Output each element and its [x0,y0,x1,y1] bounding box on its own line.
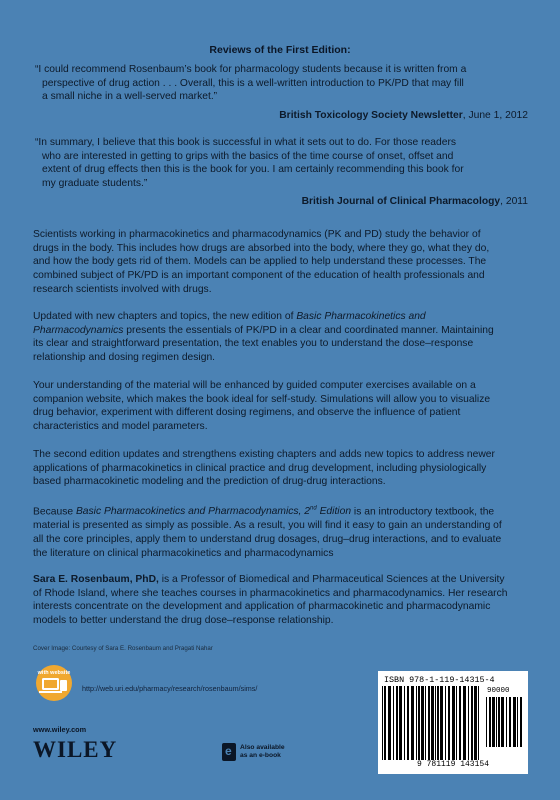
p1-line: combined subject of PK/PD is an important component of the education of health professionals and [33,270,485,282]
p3-line: companion website, which makes the book ideal for self-study. Simulations will allow you to visualize [33,393,491,405]
addon-barcode-icon [486,697,524,747]
p5-text: Because [33,506,76,518]
p5-line: material is presented as simply as possible. As a result, you will find it easy to gain an understanding of [33,520,502,532]
review-2-source: British Journal of Clinical Pharmacology [301,196,501,208]
barcode-digits: 9 781119 143154 [416,760,489,769]
p5-text: is an introductory textbook, the [351,506,495,518]
p1-line: drugs in the body. This includes how drugs are absorbed into the body, where they go, what they do, [33,242,490,254]
review-quote-2 [33,136,528,209]
ebook-icon [222,743,236,761]
reviews-heading: Reviews of the First Edition: [209,44,351,56]
p4-line: The second edition updates and strengthens existing chapters and adds new topics to address newer [33,449,495,460]
p2-line: its clear and straightforward presentation, the text enables you to understand the dose–response [33,338,474,350]
review-1-attribution [33,109,528,123]
p1-line: research scientists involved with drugs. [33,283,212,295]
isbn-text: ISBN 978-1-119-14315-4 [384,675,495,685]
author-bio [33,573,528,628]
description-paragraph-1 [33,228,528,297]
book-title-text: Basic Pharmacokinetics and Pharmacodynamics, 2 [75,506,311,518]
p3-line: Your understanding of the material will be enhanced by guided computer exercises available on a [33,380,476,391]
p2-line [33,324,528,338]
edition-sup: nd [310,506,317,512]
description-paragraph-5 [33,503,528,560]
price-code: 90000 [487,687,510,695]
ebook-line-1: Also available [240,744,285,751]
p1-line: and how the body gets rid of them. Models can be applied to help understand these processes. The [33,256,487,268]
review-2-line-4: my graduate students.” [42,177,148,189]
review-2-date: , 2011 [500,196,528,208]
review-1-line-1: “I could recommend Rosenbaum’s book for pharmacology students because it is written from a [35,64,467,75]
p2-text: Updated with new chapters and topics, the new edition of [33,311,297,322]
author-text: is a Professor of Biomedical and Pharmaceutical Sciences at the University [158,574,505,585]
website-url[interactable]: http://web.uri.edu/pharmacy/research/rosenbaum/sims/ [82,684,258,693]
book-title-edition: Edition [316,506,352,518]
p3-line: drug behavior, experiment with different dosing regimens, and observe the influence of patient [33,407,461,419]
p5-line: the literature on clinical pharmacokinetics and pharmacodynamics [33,547,334,559]
p5-line [33,503,528,519]
p1-line: Scientists working in pharmacokinetics and pharmacodynamics (PK and PD) study the behavior of [33,229,481,240]
book-title: Pharmacodynamics [33,324,124,336]
ebook-line-2: as an e-book [240,752,281,759]
review-2-line-3: extent of drug effects then this is the book for you. I am certainly recommending this book for [42,164,464,176]
barcode-panel [378,671,528,774]
book-title: Basic Pharmacokinetics and [296,311,426,322]
review-1-source: British Toxicology Society Newsletter [279,109,463,121]
barcode-icon [382,686,482,760]
description-paragraph-4 [33,448,528,489]
author-line: of Rhode Island, where she teaches courses in pharmacokinetics and pharmacodynamics. Her research [33,587,508,599]
ebook-availability [240,744,300,760]
review-1-line-3: a small niche in a well-served market.” [42,91,218,103]
review-2-attribution [33,195,528,209]
p2-text: presents the essentials of PK/PD in a clear and coordinated manner. Maintaining [123,324,494,336]
wiley-logo: WILEY [33,737,118,762]
p5-line: all the core principles, apply them to understand drug dosages, drug–drug interactions, and to evaluate [33,533,502,545]
p2-line [33,310,528,324]
cover-credit: Cover Image: Courtesy of Sara E. Rosenbaum and Pragati Nahar [33,645,213,652]
wiley-url[interactable]: www.wiley.com [33,725,87,734]
book-title [76,506,351,517]
description-paragraph-2 [33,310,528,365]
review-1-date: , June 1, 2012 [462,109,528,121]
author-name: Sara E. Rosenbaum, PhD, [33,574,159,585]
author-line: models to better understand the drug dose–response relationship. [33,615,334,627]
website-badge-icon [33,664,75,702]
author-line: interests concentrate on the development and application of pharmacokinetic and pharmacodynamic [33,601,491,613]
review-quote-1 [33,63,528,122]
author-line [33,573,528,587]
description-paragraph-3 [33,379,528,434]
website-badge-label: with website [37,670,71,676]
p2-line: relationship and dosing regimen design. [33,352,216,364]
review-2-line-1: “In summary, I believe that this book is successful in what it sets out to do. For those readers [35,137,457,148]
p4-line: based pharmacokinetic modeling and the prediction of drug-drug interactions. [33,476,386,488]
review-1-line-2: perspective of drug action . . . Overall, this is a well-written introduction to PK/PD that may fill [42,77,464,89]
p3-line: characteristics and model parameters. [33,421,208,433]
review-2-line-2: who are interested in getting to grips with the basics of the time course of onset, offset and [42,150,454,162]
p4-line: applications of pharmacokinetics in clinical practice and drug development, including physiologically [33,462,487,474]
